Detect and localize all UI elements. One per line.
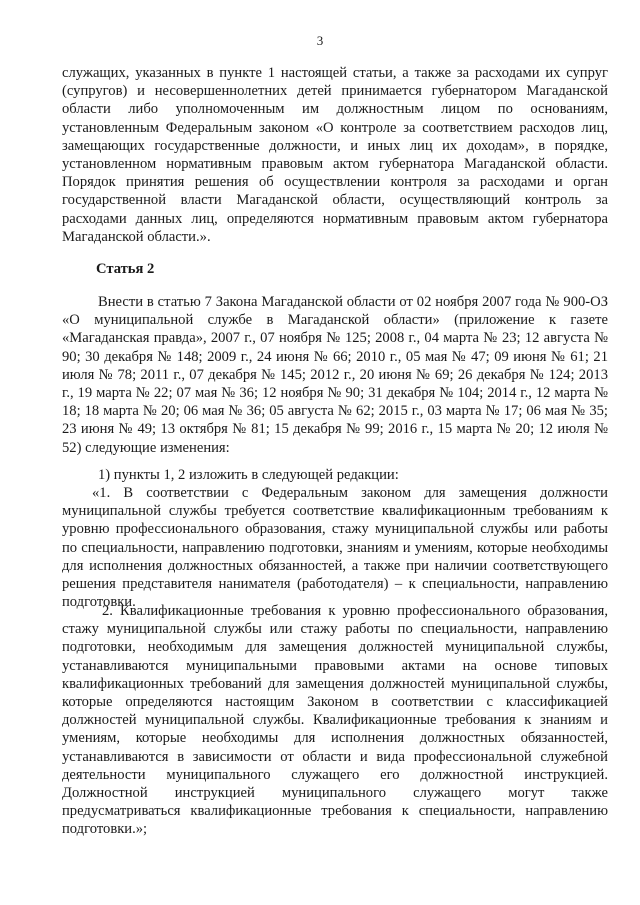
point-2-text: 2. Квалификационные требования к уровню профессионального образования, стажу муниципальной службы или стажу работы по специальности, направлению подготовки, необходимым для замещения должностей муниципальной службы, устанавливаются муниципальными правовыми актами на основе типовых квалификационных требований для замещения должностей муниципальной службы, которые определяются настоящим Законом в соответствии с классификацией должностей муниципальной службы. Квалификационные требования к знаниям и умениям, которые необходимы для исполнения должностных обязанностей, устанавливаются в зависимости от области и вида профессиональной служебной деятельности муниципального служащего его должностной инструкцией. Должностной инструкцией муниципального служащего могут также предусматриваться квалификационные требования к специальности, направлению подготовки.»;	[62, 603, 608, 838]
point-1-text: «1. В соответствии с Федеральным законом для замещения должности муниципальной службы требуется соответствие квалификационным требованиям к уровню профессионального образования, стажу муниципальной службы или работы по специальности, направлению подготовки, знаниям и умениям, которые необходимы для исполнения должностных обязанностей, а также при наличии соответствующего решения представителя нанимателя (работодателя) – к специальности, направлению подготовки.	[62, 485, 608, 611]
article-heading: Статья 2	[96, 261, 155, 277]
intro-paragraph: служащих, указанных в пункте 1 настоящей статьи, а также за расходами их супруг (супругов) и несовершеннолетних детей принимается губернатором Магаданской области либо уполномоченным им должностным лицом по основаниям, установленным Федеральным законом «О контроле за соответствием расходов лиц, замещающих государственные должности, и иных лиц их доходам», в порядке, установленном нормативным правовым актом губернатора Магаданской области. Порядок принятия решения об осуществлении контроля за расходами и орган государственной власти Магаданской области, осуществляющий контроль за расходами данных лиц, определяются нормативным правовым актом губернатора Магаданской области.».	[62, 65, 608, 245]
article-paragraph: Внести в статью 7 Закона Магаданской области от 02 ноября 2007 года № 900-ОЗ «О муниципальной службе в Магаданской области» (приложение к газете «Магаданская правда», 2007 г., 07 ноября № 125; 2008 г., 04 марта № 23; 12 августа № 90; 30 декабря № 148; 2009 г., 24 июня № 66; 2010 г., 05 мая № 47; 09 июня № 61; 21 июля № 78; 2011 г., 07 декабря № 145; 2012 г., 20 июня № 69; 26 декабря № 124; 2013 г., 19 марта № 22; 07 мая № 36; 12 ноября № 90; 31 декабря № 104; 2014 г., 12 марта № 18; 18 марта № 20; 06 мая № 36; 05 августа № 62; 2015 г., 03 марта № 17; 06 мая № 35; 23 июня № 49; 13 октября № 81; 15 декабря № 99; 2016 г., 15 марта № 20; 12 июля № 52) следующие изменения:	[62, 294, 608, 456]
page-number: 3	[316, 33, 324, 48]
item-1-intro: 1) пункты 1, 2 изложить в следующей редакции:	[98, 467, 399, 483]
